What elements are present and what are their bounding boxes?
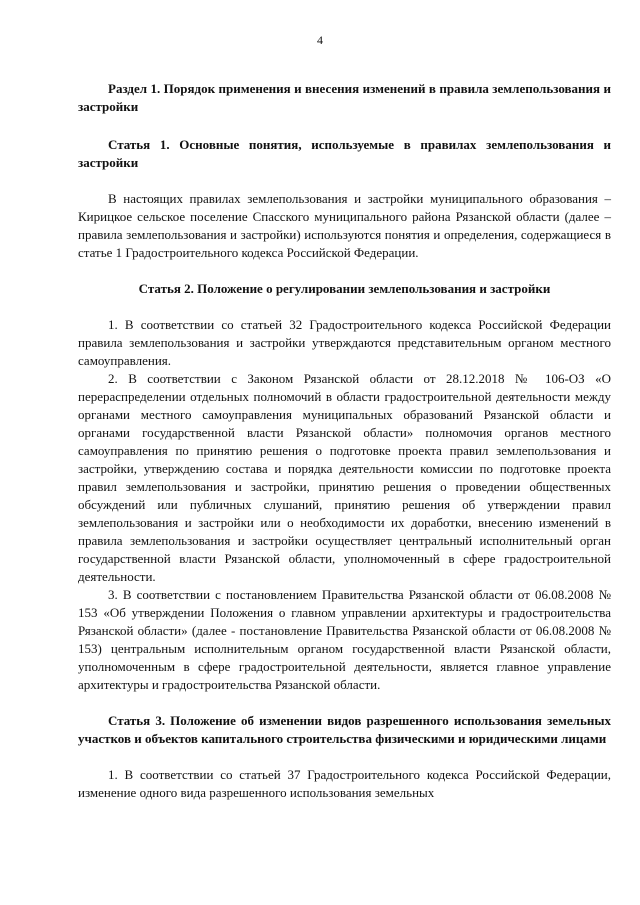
article-1-paragraph: В настоящих правилах землепользования и застройки муниципального образования – Кирицкое сельское поселение Спасского муниципального района Рязанской области (далее – правила землепользования и застройки) используются понятия и определения, содержащиеся в статье 1 Градостроительного кодекса Российской Федерации. (78, 191, 611, 260)
section-heading: Раздел 1. Порядок применения и внесения изменений в правила землепользования и застройки (78, 81, 611, 114)
page-number: 4 (317, 33, 323, 47)
article-3-paragraph-1: 1. В соответствии со статьей 37 Градостроительного кодекса Российской Федерации, изменение одного вида разрешенного использования земельных (78, 767, 611, 800)
document-body (78, 80, 611, 802)
article-2-paragraph-3: 3. В соответствии с постановлением Правительства Рязанской области от 06.08.2008 № 153 «Об утверждении Положения о главном управлении архитектуры и градостроительства Рязанской области» (далее - постановление Правительства Рязанской области от 06.08.2008 № 153) центральным исполнительным органом государственной власти Рязанской области, уполномоченным в сфере градостроительной деятельности, является главное управление архитектуры и градостроительства Рязанской области. (78, 587, 611, 692)
article-1-heading: Статья 1. Основные понятия, используемые в правилах землепользования и застройки (78, 137, 611, 170)
article-2-heading: Статья 2. Положение о регулировании землепользования и застройки (138, 281, 551, 296)
article-3-heading: Статья 3. Положение об изменении видов разрешенного использования земельных участков и объектов капитального строительства физическими и юридическими лицами (78, 713, 611, 746)
article-2-paragraph-1: 1. В соответствии со статьей 32 Градостроительного кодекса Российской Федерации правила землепользования и застройки утверждаются представительным органом местного самоуправления. (78, 317, 611, 368)
article-2-paragraph-2: 2. В соответствии с Законом Рязанской области от 28.12.2018 № 106-ОЗ «О перераспределении отдельных полномочий в области градостроительной деятельности между органами местного самоуправления муниципальных образований Рязанской области и органами государственной власти Рязанской области» полномочия органов местного самоуправления по принятию решения о подготовке проекта правил землепользования и застройки, утверждению состава и порядка деятельности комиссии по подготовке проекта правил землепользования и застройки, принятию решения о проведении общественных обсуждений или публичных слушаний, принятию решения об утверждении правил землепользования и застройки или о необходимости их доработки, внесению изменений в правила землепользования и застройки осуществляет центральный исполнительный орган государственной власти Рязанской области, уполномоченный в сфере градостроительной деятельности. (78, 371, 611, 584)
